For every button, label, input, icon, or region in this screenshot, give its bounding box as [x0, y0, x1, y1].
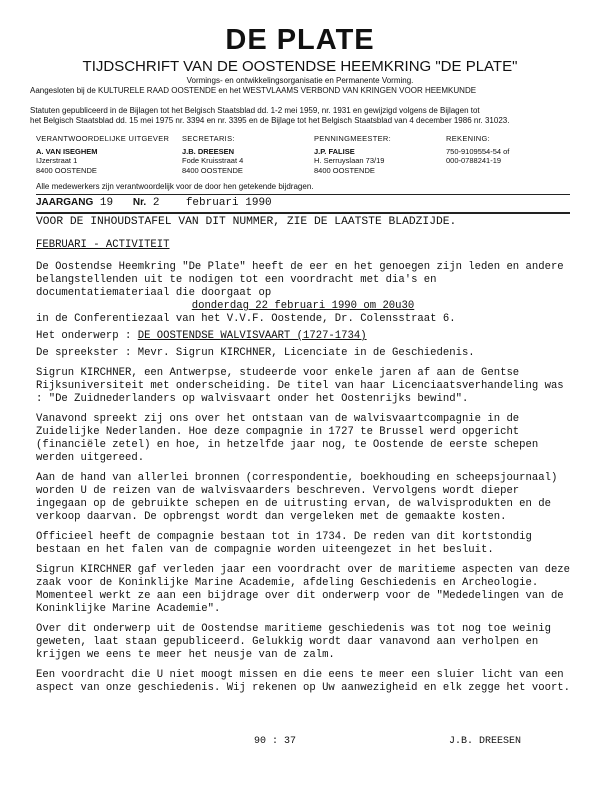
divider [36, 212, 570, 214]
officer-city: 8400 OOSTENDE [182, 165, 243, 175]
journal-subtitle: TIJDSCHRIFT VAN DE OOSTENDSE HEEMKRING "DE PLATE" [82, 58, 518, 75]
jaargang-value: 19 [99, 197, 114, 209]
officer-city: 8400 OOSTENDE [36, 165, 97, 175]
paragraph: Sigrun KIRCHNER gaf verleden jaar een voordracht over de maritieme aspecten van deze zaak voor de Koninklijke Marine Academie, afdeling Geschiedenis en Archeologie. Momenteel werkt ze aan een bijdrage over dit onderwerp voor de "Mededelingen van de Koninklijke Marine Academie". [36, 564, 571, 615]
officer-role: PENNINGMEESTER: [314, 134, 392, 143]
subject-label: Het onderwerp : [36, 330, 132, 342]
venue-line: in de Conferentiezaal van het V.V.F. Oostende, Dr. Colensstraat 6. [36, 313, 456, 325]
statute-line-2: het Belgisch Staatsblad dd. 15 mei 1975 nr. 3394 en nr. 3395 en de Bijlage tot het Belgisch Staatsblad van 4 december 1986 nr. 31023. [30, 116, 510, 125]
organisation-type: Vormings- en ontwikkelingsorganisatie en Permanente Vorming. [186, 76, 414, 85]
paragraph: Officieel heeft de compagnie bestaan tot in 1734. De reden van dit kortstondig bestaan en het falen van de compagnie worden uiteengezet in het besluit. [36, 531, 532, 556]
officer-city: 8400 OOSTENDE [314, 165, 375, 175]
account-label: REKENING: [446, 134, 490, 143]
paragraph: Sigrun KIRCHNER, een Antwerpse, studeerde voor enkele jaren af aan de Gentse Rijksuniversiteit met onderscheiding. De titel van haar Licenciaatsverhandeling was : "De Zuidnederlanders op walvisvaart onder het Oostenrijks bewind". [36, 367, 564, 405]
affiliation-line: Aangesloten bij de KULTURELE RAAD OOSTENDE en het WESTVLAAMS VERBOND VAN KRINGEN VOOR HEEMKUNDE [30, 86, 477, 95]
issue-date: februari 1990 [185, 197, 272, 209]
officer-name: J.P. FALISE [314, 146, 355, 156]
officer-role: VERANTWOORDELIJKE UITGEVER [36, 134, 170, 143]
officer-treasurer [314, 134, 391, 175]
section-heading: FEBRUARI - ACTIVITEIT [36, 239, 170, 251]
officer-role: SECRETARIS: [182, 134, 235, 143]
officer-address: IJzerstraat 1 [36, 156, 78, 165]
masthead [30, 25, 570, 126]
paragraph: Vanavond spreekt zij ons over het ontstaan van de walvisvaartcompagnie in de Zuidelijke Nederlanden. Hoe deze compagnie in 1727 te Brussel werd opgericht (financiële zetel) en hoe, in hetzelfde jaar nog, te Oostende de eerste schepen werden uitgereed. [36, 413, 539, 464]
paragraph: Een voordracht die U niet moogt missen en die eens te meer een sluier licht van een aspect van onze geschiedenis. Wij rekenen op Uw aanwezigheid en elk zegge het voort. [36, 669, 571, 694]
officer-publisher [36, 134, 169, 175]
account-number-1: 750-9109554-54 of [446, 146, 510, 156]
paragraph: Over dit onderwerp uit de Oostendse maritieme geschiedenis was tot nog toe weinig geweten, laat staan gepubliceerd. Gelukkig wordt daar vanavond aan verholpen en krijgen we eens te meer het neusje van de zalm. [36, 623, 551, 661]
divider [36, 194, 570, 195]
intro-paragraph: De Oostendse Heemkring "De Plate" heeft de eer en het genoegen zijn leden en andere belangstellenden uit te nodigen tot een voordracht met dia's en documentatiemateriaal die doorgaat op [36, 261, 564, 299]
article-body [36, 216, 570, 702]
journal-title: DE PLATE [225, 24, 375, 56]
officer-name: A. VAN ISEGHEM [36, 146, 98, 156]
issue-number-label: Nr. [132, 197, 147, 208]
issue-number: 2 [152, 197, 160, 209]
officer-name: J.B. DREESEN [182, 146, 235, 156]
subject-line [36, 330, 570, 343]
author-signature: J.B. DREESEN [449, 736, 522, 747]
issue-line [36, 197, 272, 209]
statute-line-1: Statuten gepubliceerd in de Bijlagen tot het Belgisch Staatsblad dd. 1-2 mei 1959, nr. 1931 en gewijzigd volgens de Bijlagen tot [30, 106, 480, 115]
account-number-2: 000-0788241-19 [446, 156, 502, 165]
paragraph: Aan de hand van allerlei bronnen (correspondentie, boekhouding en scheepsjournaal) worden U de reizen van de walvisvaarders beschreven. Vervolgens wordt dieper ingegaan op de gebruikte schepen en de uitrusting ervan, de walvisprodukten en de verkoop daarvan. De opbrengst wordt dan vergeleken met de gemaakte kosten. [36, 472, 558, 523]
officer-secretary [182, 134, 243, 175]
contents-notice: VOOR DE INHOUDSTAFEL VAN DIT NUMMER, ZIE DE LAATSTE BLADZIJDE. [36, 216, 457, 228]
subject-title: DE OOSTENDSE WALVISVAART (1727-1734) [137, 330, 367, 342]
event-date: donderdag 22 februari 1990 om 20u30 [191, 300, 415, 312]
bank-account [446, 134, 509, 166]
officer-address: H. Serruyslaan 73/19 [314, 156, 385, 165]
jaargang-label: JAARGANG [36, 197, 94, 208]
officer-address: Fode Kruisstraat 4 [182, 156, 244, 165]
page-number: 90 : 37 [254, 736, 297, 747]
speaker-line: De spreekster : Mevr. Sigrun KIRCHNER, Licenciate in de Geschiedenis. [36, 347, 475, 359]
disclaimer: Alle medewerkers zijn verantwoordelijk voor de door hen getekende bijdragen. [36, 182, 314, 191]
